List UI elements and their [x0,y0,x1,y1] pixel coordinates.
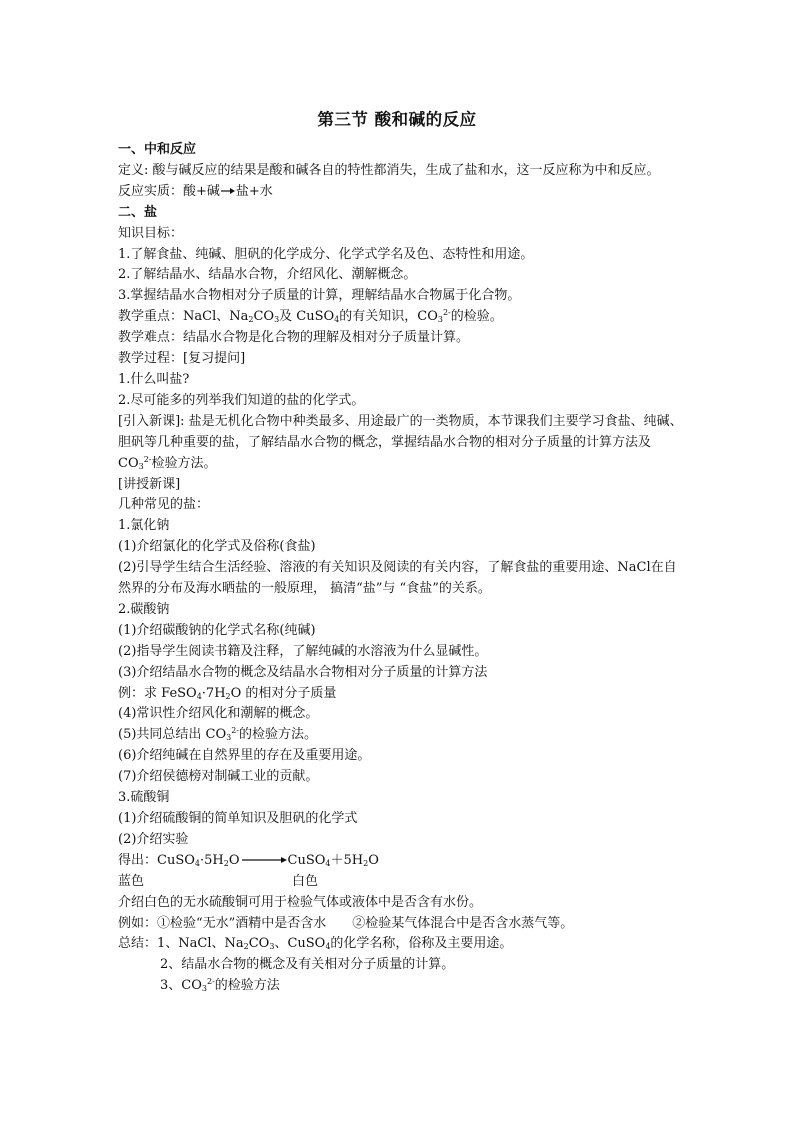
list-item: (1)介绍碳酸钠的化学式名称(纯碱) [118,622,316,638]
subheading-cuso4: 3.硫酸铜 [118,790,170,806]
list-item: (1)介绍氯化的化学式及俗称(食盐) [118,539,316,555]
subscript: 2 [248,315,254,325]
list-item: (6)介绍纯碱在自然界里的存在及重要用途。 [118,748,371,764]
text-run: [引入新课]: 盐是无机化合物中种类最多、用途最广的一类物质，本节课我们主要学习食盐、纯碱、胆矾等几种重要的盐，了解结晶水合物的概念，掌握结晶水合物的相对分子质量的计算方法及 CO [118,413,683,471]
goal-item: 3.掌握结晶水合物相对分子质量的计算，理解结晶水合物属于化合物。 [118,288,521,304]
reaction-essence [118,182,688,203]
superscript: 2- [143,454,152,464]
subscript: 4 [325,858,331,868]
teaching-difficulties: 教学难点：结晶水合物是化合物的理解及相对分子质量计算。 [118,330,470,346]
subscript: 2 [363,858,369,868]
teaching-key-points [118,307,688,328]
summary-line [118,934,688,955]
text-run: 的有关知识，CO [339,309,438,325]
list-item: (3)介绍结晶水合物的概念及结晶水合物相对分子质量的计算方法 [118,664,488,680]
text-run: ·5H [199,852,224,868]
color-label-white: 白色 [292,873,319,889]
summary-line: 2、结晶水合物的概念及有关相对分子质量的计算。 [160,957,455,973]
new-lesson-label: [讲授新课] [118,476,181,492]
color-label-blue: 蓝色 [118,873,145,889]
list-item: (4)常识性介绍风化和潮解的概念。 [118,706,319,722]
goal-item: 2.了解结晶水、结晶水合物，介绍风化、潮解概念。 [118,267,417,283]
text-run: O [368,852,379,868]
superscript: 2- [231,726,240,736]
example-formula [118,684,688,705]
subscript: 3 [437,315,443,325]
text-run: 教学重点：NaCl、Na [118,309,249,325]
summary-line [118,976,688,997]
subscript: 4 [334,315,340,325]
subheading-na2co3: 2.碳酸钠 [118,601,170,617]
subscript: 2 [223,858,229,868]
text-run: ·7H [201,685,226,701]
text-run: 及 CuSO [279,309,335,325]
text-run: (5)共同总结出 CO [118,727,227,743]
reaction-equation [118,851,688,872]
text-run: 、CuSO [274,936,326,952]
subscript: 3 [274,315,280,325]
subscript: 3 [201,984,207,994]
review-question: 1.什么叫盐? [118,371,190,387]
list-item: (2)指导学生阅读书籍及注释，了解纯碱的水溶液为什么显碱性。 [118,643,488,659]
text-run: 的检验方法 [214,978,280,994]
list-item: (1)介绍硫酸铜的简单知识及胆矾的化学式 [118,811,358,826]
list-item: (2)引导学生结合生活经验、溶液的有关知识及阅读的有关内容，了解食盐的重要用途、NaCl在自然界的分布及海水晒盐的一般原理， 搞清“盐”与 “食盐”的关系。 [118,560,677,597]
knowledge-goals-label: 知识目标： [118,225,184,241]
list-item [118,725,688,746]
text-run: O [228,852,240,868]
subscript: 2 [225,691,231,701]
text-run: CO [253,309,275,325]
subscript: 4 [196,691,202,701]
text-run: 总结：1、NaCl、Na [118,936,244,952]
text-run: 的检验方法。 [239,727,318,743]
text-run: O 的相对分子质量 [230,685,337,701]
text-run: 3、CO [160,978,202,994]
common-salts-label: 几种常见的盐： [118,497,210,513]
text-run: ②检验某气体混合中是否含水蒸气等。 [352,915,574,931]
arrow-icon [221,187,235,195]
superscript: 2- [442,308,451,318]
essence-product: 盐+水 [235,183,273,199]
neutralization-definition: 定义: 酸与碱反应的结果是酸和碱各自的特性都消失，生成了盐和水，这一反应称为中和反应。 [118,162,660,178]
text-run: 检验方法。 [151,455,217,471]
text-run: 得出：CuSO [118,852,195,868]
subheading-nacl: 1.氯化钠 [118,518,170,534]
subscript: 4 [194,858,200,868]
text-run: 例：求 FeSO [118,685,197,701]
subscript: 4 [325,942,331,952]
color-labels [118,872,688,893]
review-question: 2.尽可能多的列举我们知道的盐的化学式。 [118,392,365,408]
essence-text: 反应实质：酸+碱 [118,183,220,199]
subscript: 3 [269,942,275,952]
subscript: 3 [138,461,144,471]
text-run: CuSO [287,852,326,868]
goal-item: 1.了解食盐、纯碱、胆矾的化学成分、化学式学名及色、态特性和用途。 [118,246,534,262]
document-body [118,140,688,997]
list-item: (2)介绍实验 [118,831,189,847]
subscript: 2 [243,942,249,952]
list-item: (7)介绍侯德榜对制碱工业的贡献。 [118,769,319,785]
long-arrow-icon [241,856,287,864]
text-run: CO [248,936,270,952]
text-run: 例如：①检验“无水”酒精中是否含水 [118,915,327,931]
section-heading-neutralization: 一、中和反应 [118,142,197,157]
page-title: 第三节 酸和碱的反应 [317,110,477,129]
teaching-process: 教学过程：[复习提问] [118,351,246,367]
text-run: ＋5H [330,852,364,868]
text-run: 的检验。 [450,309,503,325]
subscript: 3 [226,733,232,743]
example-line [118,914,688,935]
section-heading-salt: 二、盐 [118,204,158,220]
lesson-intro [118,412,688,475]
anhydrous-note: 介绍白色的无水硫酸铜可用于检验气体或液体中是否含有水份。 [118,894,483,910]
text-run: 的化学名称，俗称及主要用途。 [330,936,513,952]
superscript: 2- [206,977,215,987]
